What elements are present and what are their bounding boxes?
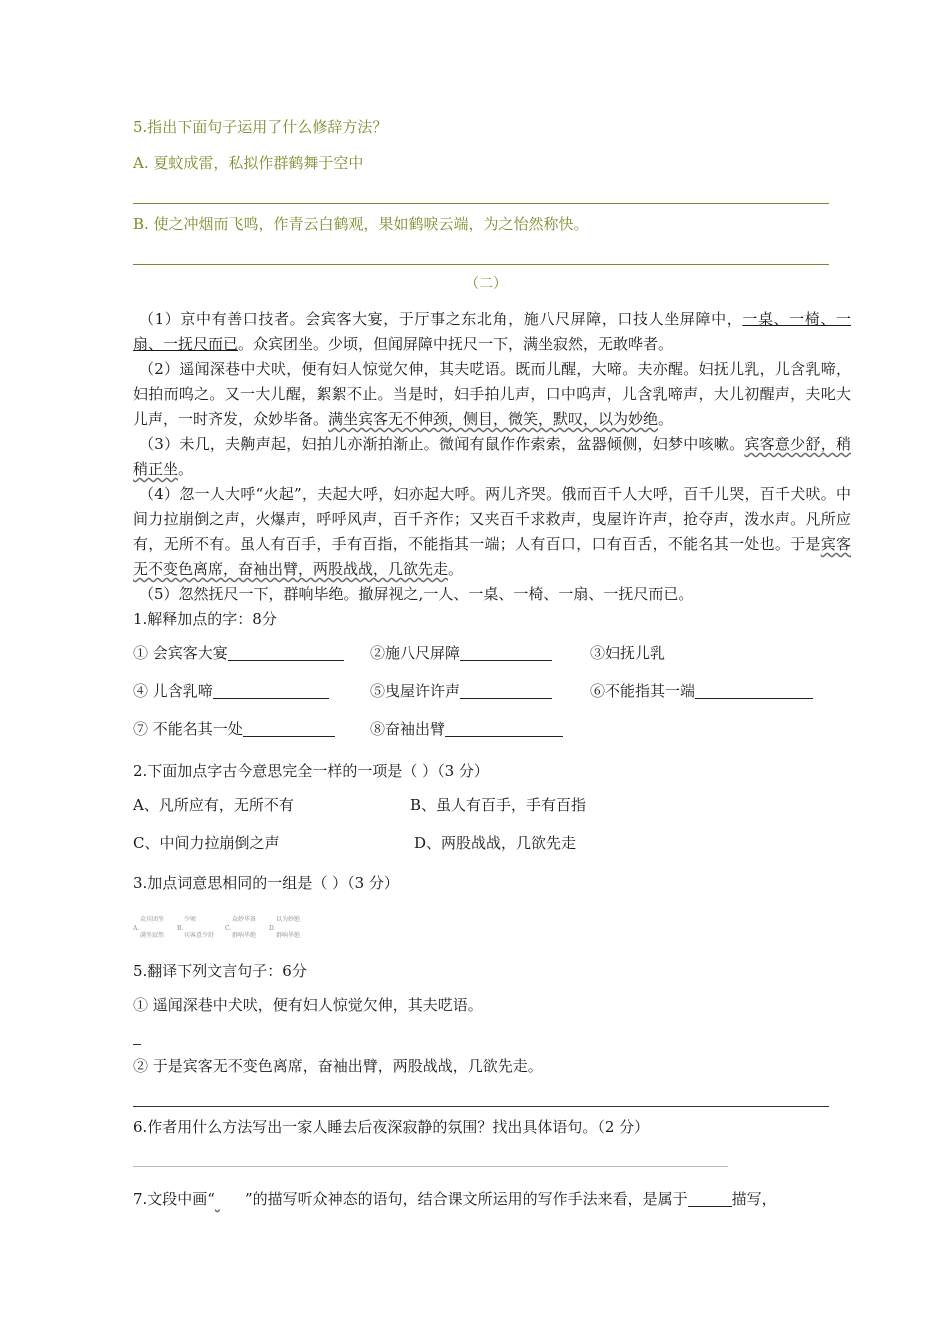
q7-text: 7.文段中画“ ”的描写听众神态的语句，结合课文所运用的写作手法来看，是属于 描写， [133, 1190, 777, 1208]
q3-options-image: A. 众宾团坐 满坐寂然 B. 少顷 宾客意少舒 C. 众妙毕备 群响毕绝 D. 以为妙绝 群响毕绝 [133, 916, 301, 939]
q5-title: 5.翻译下列文言句子：6分 [133, 962, 307, 980]
q2-option-d: D、两股战战，几欲先走 [414, 834, 577, 852]
q5-top-option-b: B. 使之冲烟而飞鸣，作青云白鹤观，果如鹤唳云端，为之怡然称快。 [133, 215, 589, 233]
q1-item-3: ③妇抚儿乳 [590, 644, 666, 662]
q1-item-7: ⑦ 不能名其一处 [133, 718, 335, 739]
answer-blank[interactable] [228, 644, 344, 661]
answer-line [133, 264, 829, 265]
answer-blank[interactable] [460, 644, 552, 661]
wavy-underlined-sentence: 宾客无不变色离席，奋袖出臂，两股战战，几欲先走 [133, 535, 851, 578]
answer-blank[interactable] [688, 1190, 732, 1207]
answer-blank[interactable] [695, 682, 813, 699]
q5-sentence-1: ① 遥闻深巷中犬吠，便有妇人惊觉欠伸，其夫呓语。 [133, 996, 483, 1014]
q3-title: 3.加点词意思相同的一组是（ ）（3 分） [133, 874, 399, 892]
passage-paragraph-2: （2）遥闻深巷中犬吠，便有妇人惊觉欠伸，其夫呓语。既而儿醒，大啼。夫亦醒。妇抚儿乳，儿含乳啼，妇拍而呜之。又一大儿醒，絮絮不止。当是时，妇手拍儿声，口中呜声，儿含乳啼声，大儿初醒声，夫叱大儿声，一时齐发，众妙毕备。满坐宾客无不伸颈，侧目，微笑，默叹，以为妙绝。 [133, 360, 851, 428]
answer-blank[interactable] [213, 682, 329, 699]
q1-item-1: ① 会宾客大宴 [133, 642, 344, 663]
q1-item-6: ⑥不能指其一端 [590, 680, 813, 701]
q1-item-4: ④ 儿含乳啼 [133, 680, 329, 701]
q2-option-a: A、凡所应有，无所不有 [133, 796, 294, 814]
passage-paragraph-4: （4）忽一人大呼“火起”，夫起大呼，妇亦起大呼。两儿齐哭。俄而百千人大呼，百千儿哭，百千犬吠。中间力拉崩倒之声，火爆声，呼呼风声，百千齐作；又夹百千求救声，曳屋许许声，抢夺声，泼水声。凡所应有，无所不有。虽人有百手，手有百指，不能指其一端；人有百口，口有百舌，不能名其一处也。于是宾客无不变色离席，奋袖出臂，两股战战，几欲先走。 [133, 485, 851, 578]
passage-paragraph-3: （3）未几，夫齁声起，妇拍儿亦渐拍渐止。微闻有鼠作作索索，盆器倾侧，妇梦中咳嗽。宾客意少舒，稍稍正坐。 [133, 435, 851, 478]
q2-title: 2.下面加点字古今意思完全一样的一项是（ ）（3 分） [133, 762, 489, 780]
answer-blank[interactable] [460, 682, 552, 699]
wavy-underlined-sentence: 宾客意少舒，稍稍正坐 [133, 435, 851, 478]
q1-item-8: ⑧奋袖出臂 [370, 718, 563, 739]
answer-line-stub [133, 1044, 141, 1045]
q1-title: 1.解释加点的字：8分 [133, 610, 277, 628]
q2-option-b: B、虽人有百手，手有百指 [410, 796, 587, 814]
passage-paragraph-1: （1）京中有善口技者。会宾客大宴，于厅事之东北角，施八尺屏障，口技人坐屏障中，一桌、一椅、一扇、一抚尺而已。众宾团坐。少顷，但闻屏障中抚尺一下，满坐寂然，无敢哗者。 [133, 310, 851, 353]
passage-paragraph-5: （5）忽然抚尺一下，群响毕绝。撤屏视之,一人、一桌、一椅、一扇、一抚尺而已。 [139, 585, 694, 603]
answer-blank[interactable] [445, 720, 563, 737]
q2-option-c: C、中间力拉崩倒之声 [133, 834, 280, 852]
answer-line [133, 203, 829, 204]
q1-item-2: ②施八尺屏障 [370, 642, 552, 663]
underlined-sentence: 一桌、一椅、一扇、一抚尺而已 [133, 310, 851, 353]
answer-blank[interactable] [243, 720, 335, 737]
answer-line[interactable] [133, 1106, 829, 1107]
q5-top-title: 5.指出下面句子运用了什么修辞方法？ [133, 118, 388, 136]
q5-top-option-a: A. 夏蚊成雷，私拟作群鹤舞于空中 [133, 154, 364, 172]
q1-item-5: ⑤曳屋许许声 [370, 680, 552, 701]
wavy-underlined-sentence: 满坐宾客无不伸颈，侧目，微笑，默叹，以为妙绝 [328, 410, 659, 428]
section-title: （二） [465, 276, 507, 292]
q6-title: 6.作者用什么方法写出一家人睡去后夜深寂静的氛围？找出具体语句。（2 分） [133, 1118, 650, 1136]
answer-line[interactable] [133, 1166, 728, 1167]
q5-sentence-2: ② 于是宾客无不变色离席，奋袖出臂，两股战战，几欲先走。 [133, 1057, 543, 1075]
